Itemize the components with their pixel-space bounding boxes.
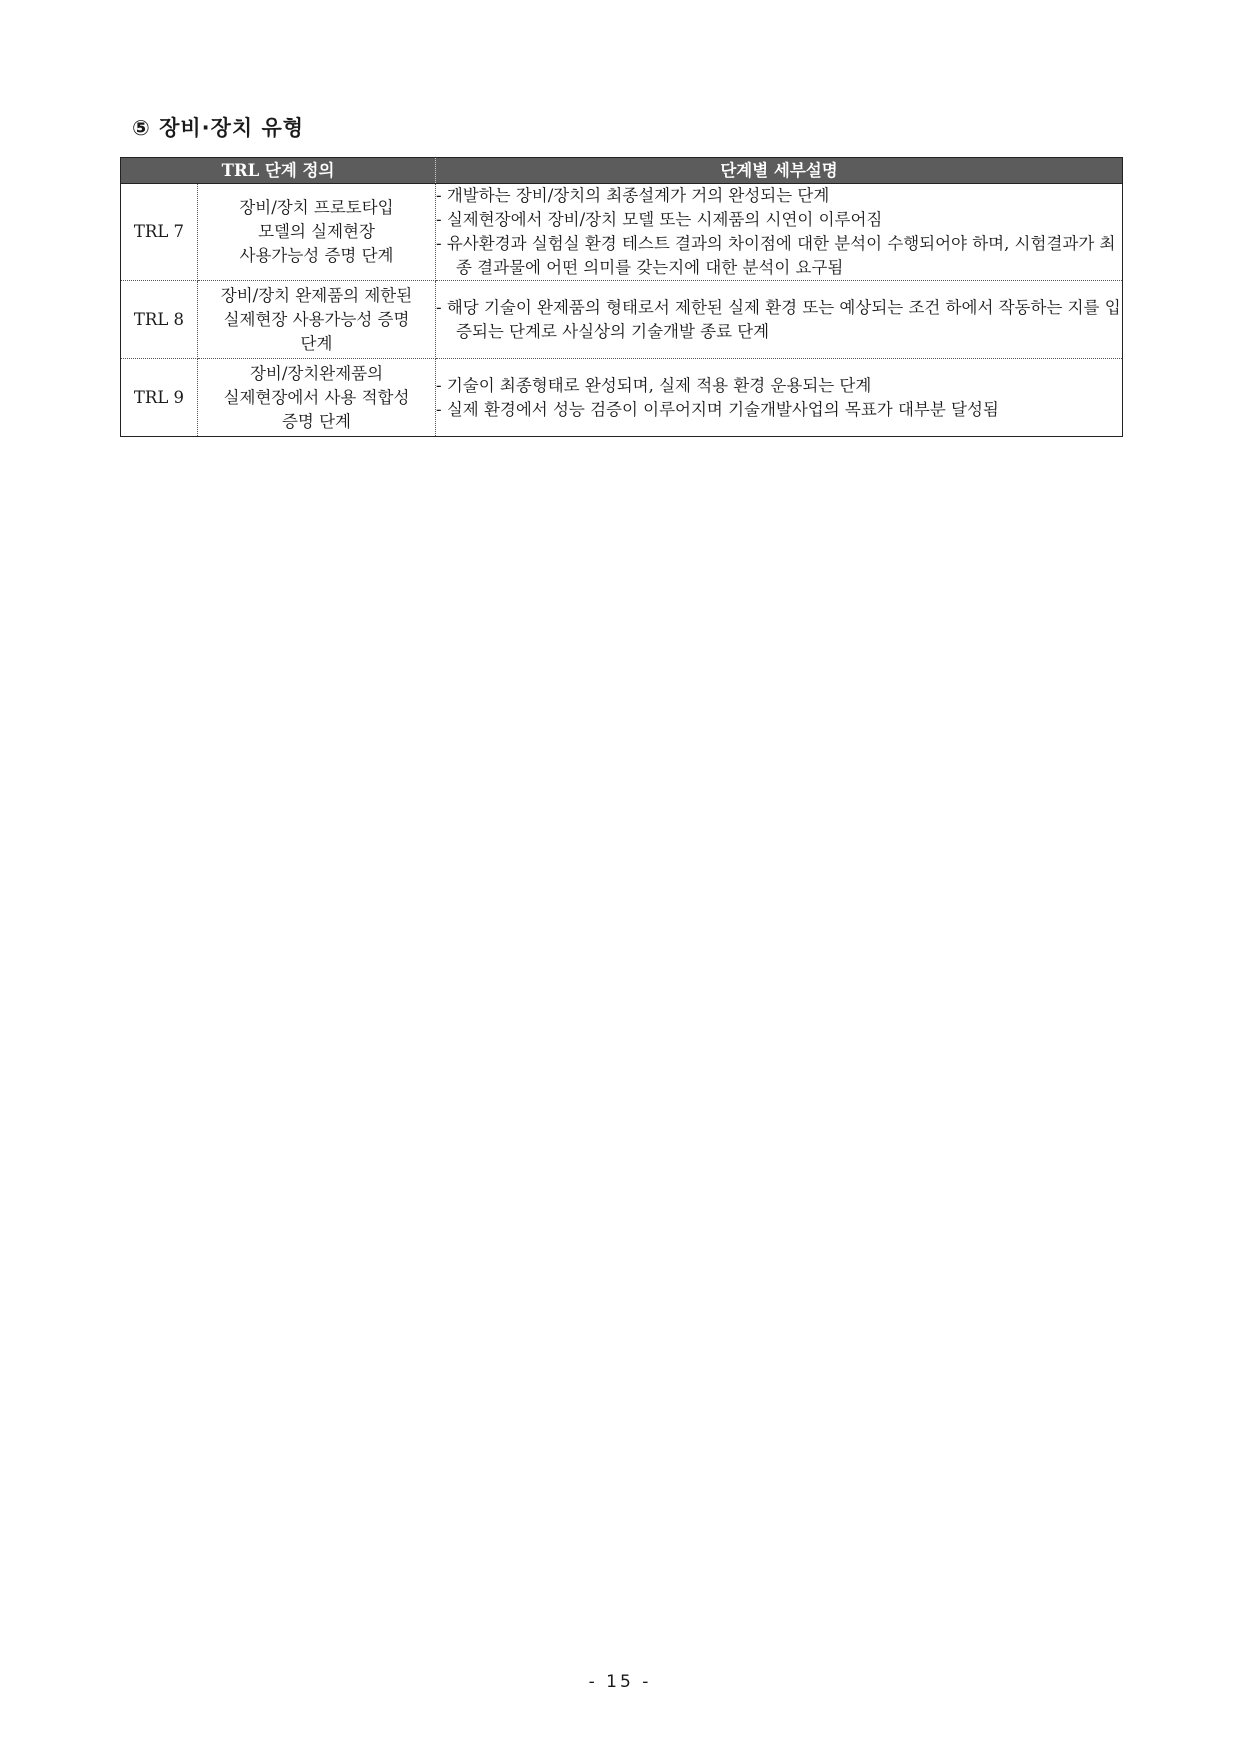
detail-item: - 유사환경과 실험실 환경 테스트 결과의 차이점에 대한 분석이 수행되어야 하며, 시험결과가 최종 결과물에 어떤 의미를 갖는지에 대한 분석이 요구됨 (436, 234, 1116, 277)
definition-line: 증명 단계 (281, 411, 351, 431)
definition-line: 모델의 실제현장 (258, 222, 375, 241)
table-row (121, 281, 1123, 359)
trl-level: TRL 7 (121, 184, 198, 281)
detail-item: - 실제현장에서 장비/장치 모델 또는 시제품의 시연이 이루어짐 (436, 210, 883, 229)
detail-item: - 해당 기술이 완제품의 형태로서 제한된 실제 환경 또는 예상되는 조건 하에서 작동하는 지를 입증되는 단계로 사실상의 기술개발 종료 단계 (436, 297, 1121, 341)
table-row (121, 359, 1123, 437)
definition-line: 장비/장치 완제품의 제한된 (220, 285, 413, 305)
table-row (121, 184, 1123, 281)
definition-line: 단계 (300, 333, 333, 353)
definition-line: 실제현장에서 사용 적합성 (223, 387, 410, 407)
definition-line: 장비/장치 프로토타입 (239, 198, 394, 217)
section-title: ⑤ 장비·장치 유형 (132, 116, 305, 140)
trl-definition (198, 184, 436, 281)
trl-details (436, 281, 1123, 359)
trl-definition (198, 359, 436, 437)
definition-line: 장비/장치완제품의 (249, 363, 384, 383)
definition-line: 실제현장 사용가능성 증명 (223, 309, 410, 329)
trl-definition (198, 281, 436, 359)
detail-item: - 개발하는 장비/장치의 최종설계가 거의 완성되는 단계 (436, 186, 830, 205)
trl-level: TRL 8 (121, 281, 198, 359)
table-header-row (121, 158, 1123, 184)
detail-item: - 실제 환경에서 성능 검증이 이루어지며 기술개발사업의 목표가 대부분 달성됨 (436, 399, 999, 419)
header-trl-definition: TRL 단계 정의 (121, 158, 436, 184)
definition-line: 사용가능성 증명 단계 (239, 246, 394, 265)
trl-details (436, 184, 1123, 281)
detail-item: - 기술이 최종형태로 완성되며, 실제 적용 환경 운용되는 단계 (436, 375, 872, 395)
header-stage-details: 단계별 세부설명 (436, 158, 1123, 184)
trl-details (436, 359, 1123, 437)
trl-table (120, 157, 1123, 437)
trl-level: TRL 9 (121, 359, 198, 437)
page-number: - 15 - (588, 1672, 652, 1692)
